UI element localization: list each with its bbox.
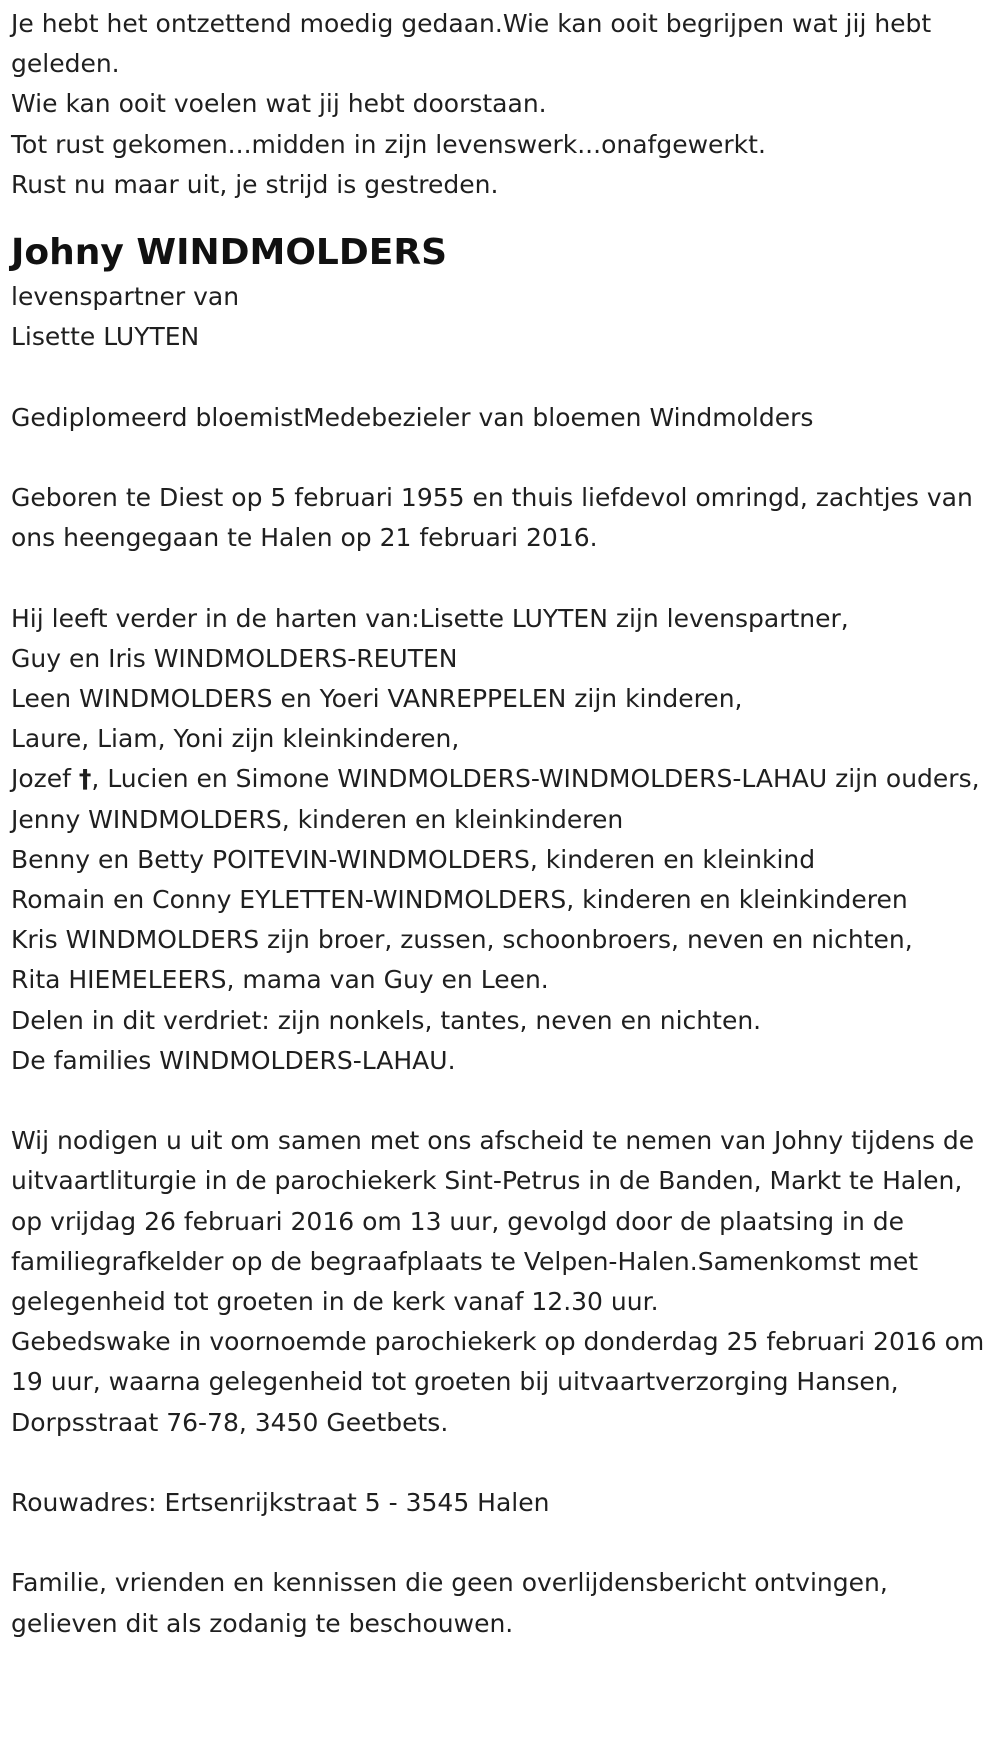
mourning-address: Rouwadres: Ertsenrijkstraat 5 - 3545 Halen — [11, 1488, 550, 1518]
spacer — [11, 1081, 988, 1121]
birth-death-paragraph: Geboren te Diest op 5 februari 1955 en thuis liefdevol omringd, zachtjes van ons heengegaan te Halen op 21 februari 2016. — [11, 483, 973, 553]
poem-line: Wie kan ooit voelen wat jij hebt doorstaan. — [11, 89, 547, 119]
funeral-invitation: Wij nodigen u uit om samen met ons afscheid te nemen van Johny tijdens de uitvaartliturgie in de parochiekerk Sint-Petrus in de Banden, Markt te Halen, op vrijdag 26 februari 2016 om 13 uur, gevolgd door de plaatsing in de familiegrafkelder op de begraafplaats te Velpen-Halen.Samenkomst met gelegenheid tot groeten in de kerk vanaf 12.30 uur. — [11, 1126, 975, 1317]
family-line: Romain en Conny EYLETTEN-WINDMOLDERS, kinderen en kleinkinderen — [11, 885, 908, 915]
family-line: Delen in dit verdriet: zijn nonkels, tantes, neven en nichten. — [11, 1005, 762, 1035]
profession: Gediplomeerd bloemistMedebezieler van bloemen Windmolders — [11, 402, 814, 432]
poem-line: Rust nu maar uit, je strijd is gestreden. — [11, 169, 499, 199]
family-line-parents — [11, 759, 988, 799]
family-line: Guy en Iris WINDMOLDERS-REUTEN — [11, 643, 458, 673]
spacer — [11, 1443, 988, 1483]
parent-name: Jozef — [11, 764, 79, 794]
parents-rest: , Lucien en Simone WINDMOLDERS-WINDMOLDERS-LAHAU zijn ouders, — [91, 764, 980, 794]
deceased-name: Johny WINDMOLDERS — [11, 232, 447, 274]
poem — [11, 4, 988, 205]
prayer-wake: Gebedswake in voornoemde parochiekerk op donderdag 25 februari 2016 om 19 uur, waarna gelegenheid tot groeten bij uitvaartverzorging Hansen, Dorpsstraat 76-78, 3450 Geetbets. — [11, 1327, 985, 1437]
spacer — [11, 1523, 988, 1563]
spacer — [11, 438, 988, 478]
family-list — [11, 599, 988, 1081]
family-line: Kris WINDMOLDERS zijn broer, zussen, schoonbroers, neven en nichten, — [11, 925, 913, 955]
family-line: Benny en Betty POITEVIN-WINDMOLDERS, kinderen en kleinkind — [11, 844, 816, 874]
spacer — [11, 558, 988, 598]
cross-icon: † — [78, 764, 92, 794]
partner-name: Lisette LUYTEN — [11, 322, 200, 352]
family-line: Rita HIEMELEERS, mama van Guy en Leen. — [11, 965, 549, 995]
family-line: De families WINDMOLDERS-LAHAU. — [11, 1045, 456, 1075]
poem-line: Je hebt het ontzettend moedig gedaan.Wie kan ooit begrijpen wat jij hebt geleden. — [11, 9, 932, 79]
spacer — [11, 357, 988, 397]
closing-note: Familie, vrienden en kennissen die geen overlijdensbericht ontvingen, gelieven dit als zodanig te beschouwen. — [11, 1568, 888, 1638]
family-line: Jenny WINDMOLDERS, kinderen en kleinkinderen — [11, 804, 624, 834]
partner-label: levenspartner van — [11, 282, 240, 312]
poem-line: Tot rust gekomen...midden in zijn levenswerk...onafgewerkt. — [11, 129, 766, 159]
family-line: Leen WINDMOLDERS en Yoeri VANREPPELEN zijn kinderen, — [11, 684, 743, 713]
family-line: Laure, Liam, Yoni zijn kleinkinderen, — [11, 724, 460, 754]
family-line: Hij leeft verder in de harten van:Lisette LUYTEN zijn levenspartner, — [11, 603, 849, 633]
